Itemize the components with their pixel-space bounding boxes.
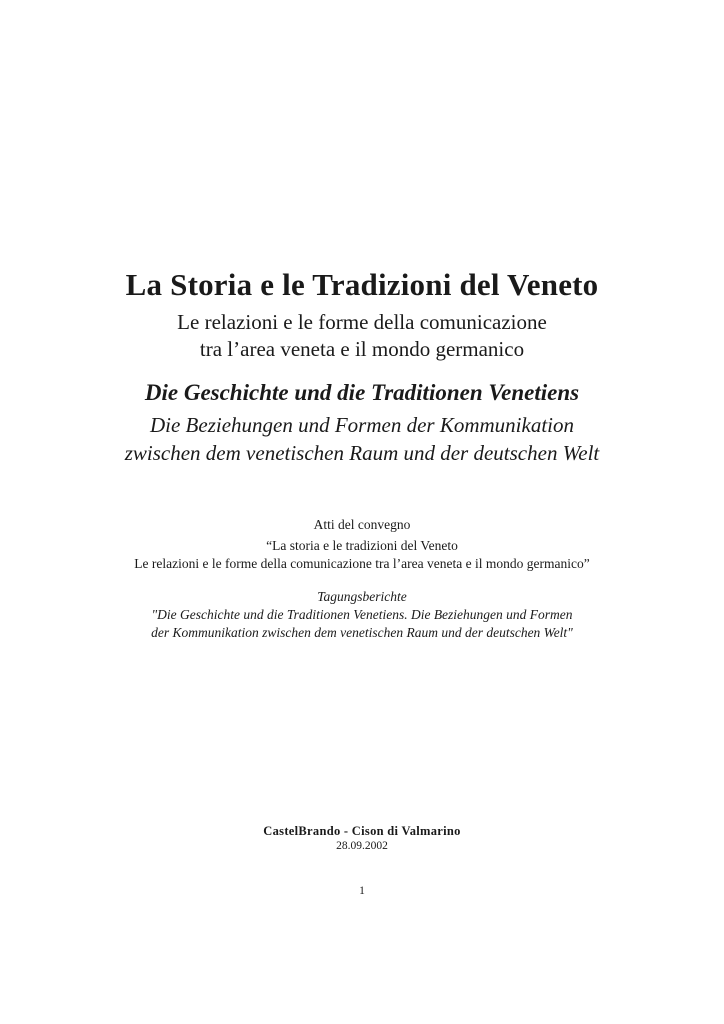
venue-place: CastelBrando - Cison di Valmarino <box>263 824 461 838</box>
german-title: Die Geschichte und die Traditionen Venetiens <box>144 380 580 405</box>
italian-subtitle-line-2: tra l’area veneta e il mondo germanico <box>199 337 525 361</box>
venue-date: 28.09.2002 <box>336 840 388 852</box>
italian-title: La Storia e le Tradizioni del Veneto <box>125 267 599 302</box>
proceedings-line-1: Atti del convegno <box>313 517 411 532</box>
proceedings-line-3: Le relazioni e le forme della comunicazione tra l’area veneta e il mondo germanico” <box>134 556 590 571</box>
proceedings-line-2: “La storia e le tradizioni del Veneto <box>266 538 458 553</box>
tagungsberichte-line-3: der Kommunikation zwischen dem venetischen Raum und der deutschen Welt" <box>151 625 573 640</box>
german-subtitle-line-1: Die Beziehungen und Formen der Kommunikation <box>149 413 574 437</box>
tagungsberichte-line-2: "Die Geschichte und die Traditionen Venetiens. Die Beziehungen und Formen <box>151 607 573 622</box>
tagungsberichte-line-1: Tagungsberichte <box>317 589 407 604</box>
italian-subtitle-line-1: Le relazioni e le forme della comunicazione <box>177 310 547 334</box>
german-subtitle-line-2: zwischen dem venetischen Raum und der deutschen Welt <box>124 441 600 465</box>
page-number: 1 <box>359 885 365 897</box>
